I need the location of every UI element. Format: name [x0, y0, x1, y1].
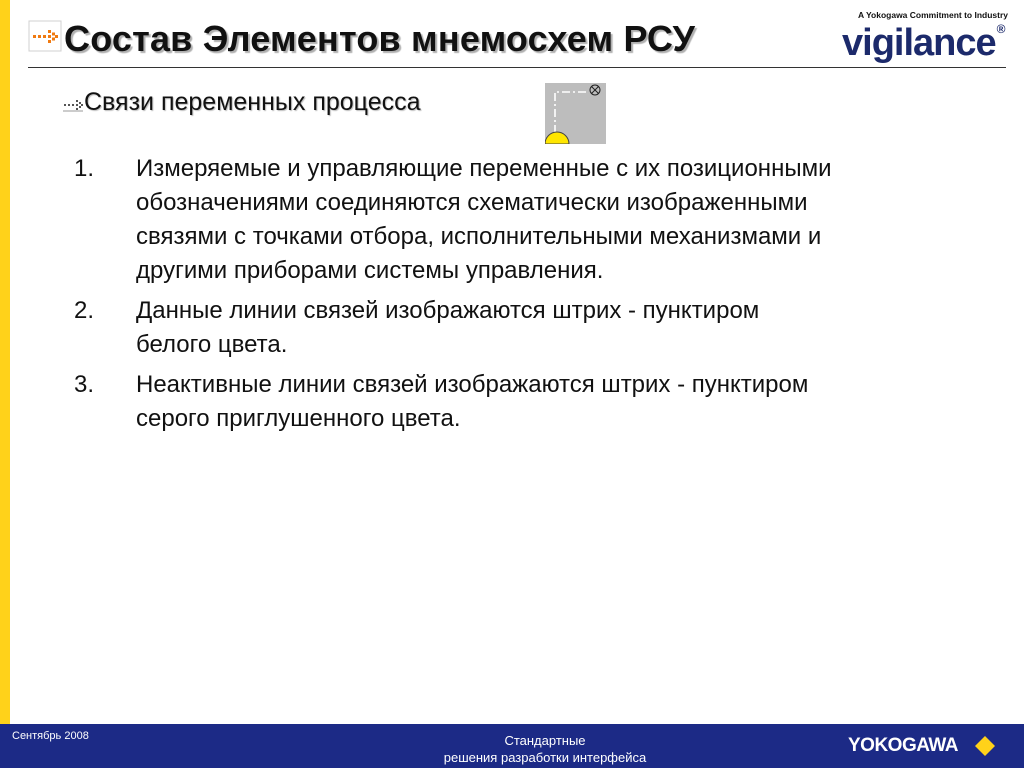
list-item	[74, 294, 834, 362]
footer-bar	[0, 724, 1024, 768]
process-link-symbol-icon	[545, 83, 606, 144]
footer-date: Сентябрь 2008	[12, 730, 89, 742]
list-item-number: 3.	[74, 371, 95, 398]
list-item-text: Данные линии связей изображаются штрих - пунктиром белого цвета.	[136, 297, 760, 358]
small-dotted-arrow-icon	[62, 95, 84, 113]
yokogawa-logo: YOKOGAWA	[848, 735, 959, 756]
dotted-arrow-icon	[28, 20, 62, 52]
left-accent-bar	[0, 0, 10, 724]
section-subtitle: Связи переменных процесса	[84, 88, 421, 116]
title-divider	[28, 67, 1006, 68]
diamond-icon	[974, 735, 996, 757]
list-item-number: 2.	[74, 297, 95, 324]
list-item-number: 1.	[74, 155, 95, 182]
footer-caption	[350, 732, 740, 766]
list-item-text: Неактивные линии связей изображаются штрих - пунктиром серого приглушенного цвета.	[136, 371, 809, 432]
brand-wordmark: vigilance®	[842, 22, 1005, 64]
page-title: Состав Элементов мнемосхем РСУ	[64, 18, 696, 59]
brand-tagline: A Yokogawa Commitment to Industry	[857, 10, 1008, 20]
footer-caption-line2: решения разработки интерфейса	[443, 750, 647, 765]
list-item	[74, 368, 834, 436]
footer-caption-line1: Стандартные	[504, 733, 586, 748]
vigilance-logo	[838, 8, 1010, 66]
list-item-text: Измеряемые и управляющие переменные с их позиционными обозначениями соединяются схематически изображенными связями с точками отбора, исполнительными механизмами и другими приборами системы управления.	[136, 155, 832, 284]
items-list	[74, 152, 834, 442]
list-item	[74, 152, 834, 288]
